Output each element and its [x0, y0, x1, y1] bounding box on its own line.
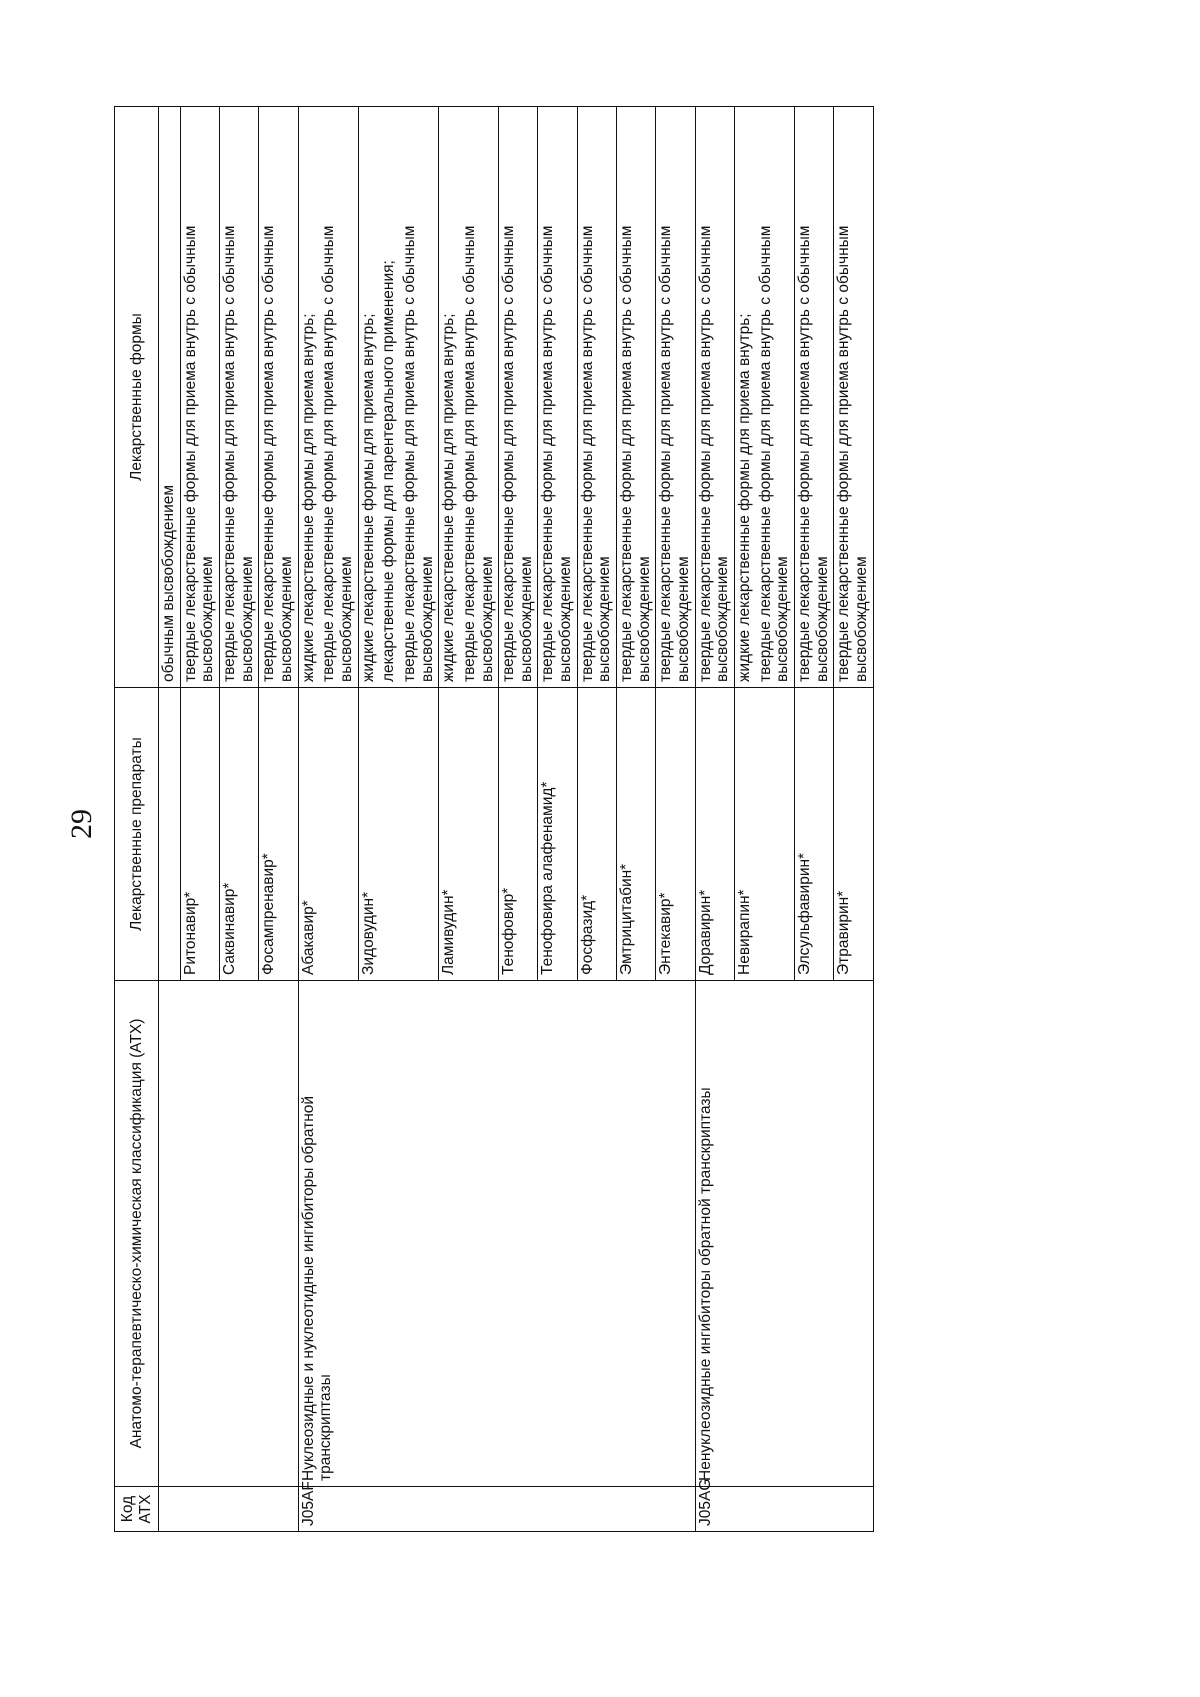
- cell-classification: [219, 981, 258, 1487]
- form-line: обычным высвобождением: [160, 484, 177, 682]
- cell-drug: Ритонавир*: [180, 688, 219, 981]
- form-line: жидкие лекарственные формы для приема внутрь;: [299, 313, 317, 682]
- form-line: твердые лекарственные формы для приема внутрь с обычным высвобождением: [181, 225, 217, 682]
- form-line: жидкие лекарственные формы для приема внутрь;: [736, 313, 754, 682]
- cell-drug: Энтекавир*: [656, 688, 695, 981]
- cell-code: [538, 1487, 577, 1532]
- cell-forms: [159, 107, 181, 688]
- cell-drug: Элсульфавирин*: [795, 688, 834, 981]
- cell-classification: [259, 981, 298, 1487]
- cell-forms: [695, 107, 734, 688]
- cell-code: [358, 1487, 439, 1532]
- cell-classification: [656, 981, 695, 1487]
- form-line: жидкие лекарственные формы для приема внутрь;: [359, 313, 377, 682]
- cell-drug: [159, 688, 181, 981]
- form-line: твердые лекарственные формы для приема внутрь с обычным высвобождением: [796, 225, 831, 682]
- cell-code: [439, 1487, 499, 1532]
- cell-classification: [538, 981, 577, 1487]
- table-row: [159, 107, 181, 1532]
- form-line: твердые лекарственные формы для приема внутрь с обычным высвобождением: [618, 225, 653, 682]
- form-line: лекарственные формы для парентерального применения;: [380, 260, 398, 682]
- cell-code: [834, 1487, 873, 1532]
- cell-classification: [617, 981, 656, 1487]
- table-row: [617, 107, 656, 1532]
- table-row: [538, 107, 577, 1532]
- form-line: твердые лекарственные формы для приема внутрь с обычным высвобождением: [756, 225, 792, 682]
- cell-code: [617, 1487, 656, 1532]
- header-forms: Лекарственные формы: [115, 107, 159, 688]
- cell-drug: Зидовудин*: [358, 688, 439, 981]
- cell-code: [259, 1487, 298, 1532]
- cell-drug: Эмтрицитабин*: [617, 688, 656, 981]
- cell-code: [180, 1487, 219, 1532]
- cell-forms: [656, 107, 695, 688]
- cell-forms: [617, 107, 656, 688]
- cell-drug: Абакавир*: [298, 688, 358, 981]
- table-row: [358, 107, 439, 1532]
- form-line: твердые лекарственные формы для приема внутрь с обычным высвобождением: [220, 225, 256, 682]
- cell-forms: [735, 107, 795, 688]
- cell-code: [795, 1487, 834, 1532]
- cell-drug: Тенофовир*: [499, 688, 538, 981]
- header-drugs: Лекарственные препараты: [115, 688, 159, 981]
- cell-classification: [577, 981, 616, 1487]
- cell-drug: Фосфазид*: [577, 688, 616, 981]
- form-line: твердые лекарственные формы для приема внутрь с обычным высвобождением: [835, 225, 870, 682]
- cell-forms: [538, 107, 577, 688]
- form-line: твердые лекарственные формы для приема внутрь с обычным высвобождением: [260, 225, 295, 682]
- cell-drug: Ламивудин*: [439, 688, 499, 981]
- table-row: [439, 107, 499, 1532]
- cell-classification: [180, 981, 219, 1487]
- cell-drug: Этравирин*: [834, 688, 873, 981]
- cell-classification: Ненуклеозидные ингибиторы обратной транскриптазы: [695, 981, 734, 1487]
- form-line: твердые лекарственные формы для приема внутрь с обычным высвобождением: [460, 225, 496, 682]
- cell-code: [735, 1487, 795, 1532]
- cell-classification: [499, 981, 538, 1487]
- cell-code: [577, 1487, 616, 1532]
- cell-classification: [439, 981, 499, 1487]
- cell-forms: [298, 107, 358, 688]
- form-line: твердые лекарственные формы для приема внутрь с обычным высвобождением: [320, 225, 355, 682]
- cell-code: [219, 1487, 258, 1532]
- cell-drug: Невирапин*: [735, 688, 795, 981]
- cell-code: [159, 1487, 181, 1532]
- rotated-table-container: [114, 107, 1075, 1532]
- cell-classification: [358, 981, 439, 1487]
- cell-code: [499, 1487, 538, 1532]
- cell-code: J05AG: [695, 1487, 734, 1532]
- cell-code: [656, 1487, 695, 1532]
- table-row: [577, 107, 616, 1532]
- cell-drug: Доравирин*: [695, 688, 734, 981]
- table-row: [735, 107, 795, 1532]
- cell-drug: Тенофовира алафенамид*: [538, 688, 577, 981]
- cell-code: J05AF: [298, 1487, 358, 1532]
- table-row: [298, 107, 358, 1532]
- form-line: твердые лекарственные формы для приема внутрь с обычным высвобождением: [539, 225, 575, 682]
- table-row: [180, 107, 219, 1532]
- form-line: твердые лекарственные формы для приема внутрь с обычным высвобождением: [696, 225, 732, 682]
- cell-classification: Нуклеозидные и нуклеотидные ингибиторы обратной транскриптазы: [298, 981, 358, 1487]
- header-code: Код АТХ: [115, 1487, 159, 1532]
- table-row: [795, 107, 834, 1532]
- cell-classification: [795, 981, 834, 1487]
- table-row: [695, 107, 734, 1532]
- cell-forms: [499, 107, 538, 688]
- cell-classification: [735, 981, 795, 1487]
- cell-drug: Фосампренавир*: [259, 688, 298, 981]
- table-row: [656, 107, 695, 1532]
- table-row: [259, 107, 298, 1532]
- form-line: твердые лекарственные формы для приема внутрь с обычным высвобождением: [400, 225, 436, 682]
- cell-forms: [259, 107, 298, 688]
- cell-drug: Саквинавир*: [219, 688, 258, 981]
- cell-forms: [358, 107, 439, 688]
- cell-forms: [834, 107, 873, 688]
- table-body: [159, 107, 874, 1532]
- cell-forms: [795, 107, 834, 688]
- form-line: твердые лекарственные формы для приема внутрь с обычным высвобождением: [578, 225, 614, 682]
- cell-forms: [180, 107, 219, 688]
- cell-forms: [577, 107, 616, 688]
- table-header-row: [115, 107, 159, 1532]
- page-number: 29: [65, 809, 98, 839]
- table-row: [834, 107, 873, 1532]
- header-classification: Анатомо-терапевтическо-химическая классификация (АТХ): [115, 981, 159, 1487]
- form-line: твердые лекарственные формы для приема внутрь с обычным высвобождением: [500, 225, 535, 682]
- cell-classification: [834, 981, 873, 1487]
- table-row: [219, 107, 258, 1532]
- cell-classification: [159, 981, 181, 1487]
- table-row: [499, 107, 538, 1532]
- cell-forms: [219, 107, 258, 688]
- form-line: твердые лекарственные формы для приема внутрь с обычным высвобождением: [657, 225, 693, 682]
- form-line: жидкие лекарственные формы для приема внутрь;: [440, 313, 458, 682]
- cell-forms: [439, 107, 499, 688]
- atx-drug-table: [114, 106, 874, 1532]
